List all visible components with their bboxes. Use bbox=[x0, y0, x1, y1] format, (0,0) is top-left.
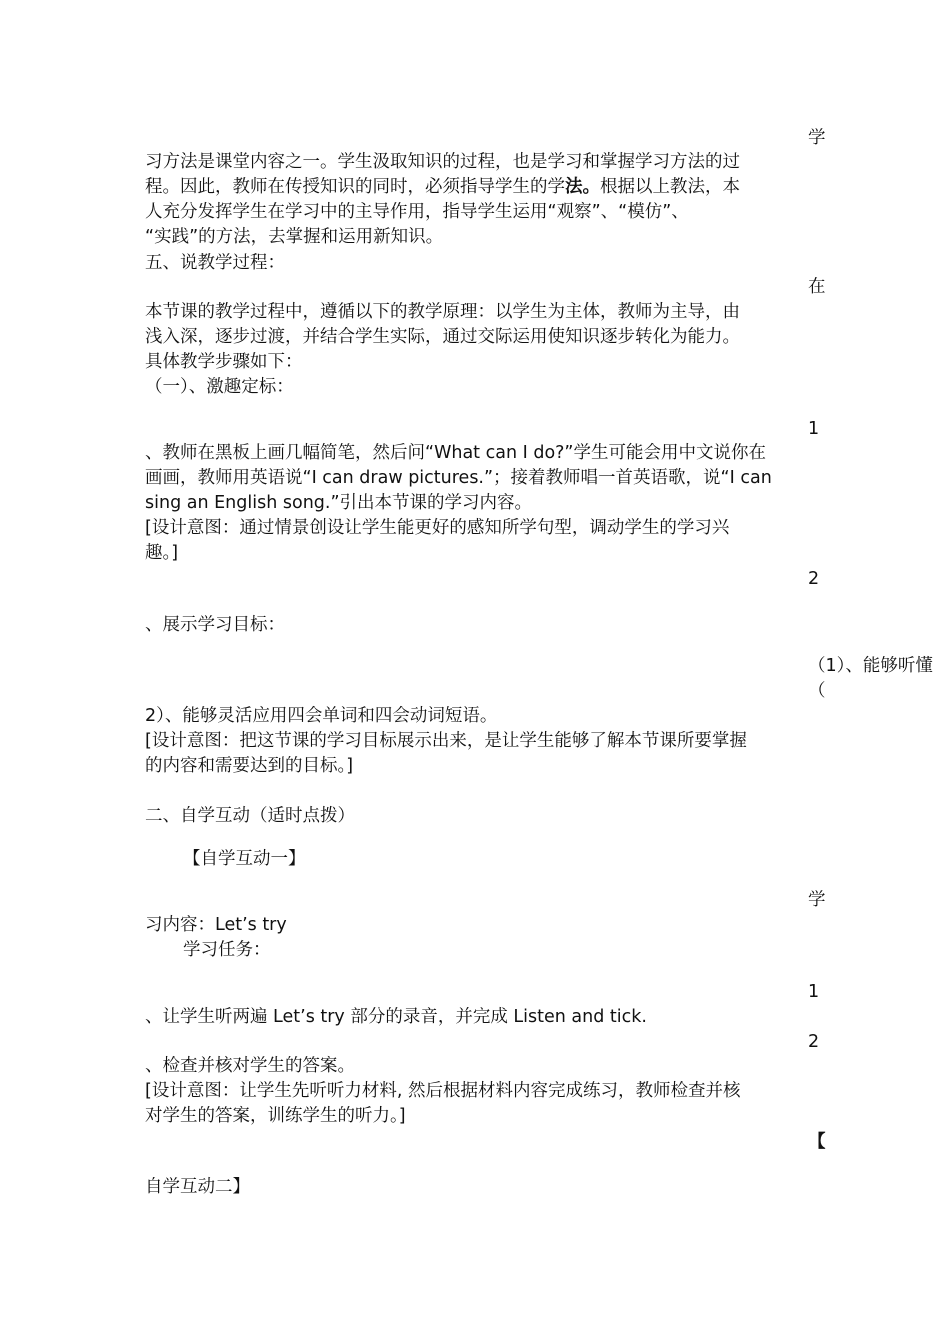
item-number: 2 bbox=[808, 1032, 820, 1052]
section-heading: 五、说教学过程： bbox=[145, 253, 285, 273]
paragraph-line: 画画，教师用英语说“I can draw pictures.”；接着教师唱一首英语歌，说“I can bbox=[145, 468, 772, 488]
sub-heading: 【自学互动一】 bbox=[183, 849, 306, 869]
line-fragment: （ bbox=[808, 681, 826, 701]
paragraph-line: 本节课的教学过程中，遵循以下的教学原理：以学生为主体，教师为主导，由 bbox=[145, 302, 740, 322]
bold-text: 法。 bbox=[565, 177, 600, 197]
paragraph-line: 、检查并核对学生的答案。 bbox=[145, 1056, 355, 1076]
item-number: 2 bbox=[808, 569, 820, 589]
sub-heading: 自学互动二】 bbox=[145, 1177, 250, 1197]
text-run: 根据以上教法，本 bbox=[600, 177, 740, 197]
paragraph-line: “实践”的方法，去掌握和运用新知识。 bbox=[145, 227, 444, 247]
item-number: 1 bbox=[808, 419, 820, 439]
design-note: [设计意图：把这节课的学习目标展示出来，是让学生能够了解本节课所要掌握 bbox=[145, 731, 747, 751]
paragraph-line: 具体教学步骤如下： bbox=[145, 352, 303, 372]
design-note: [设计意图：让学生先听听力材料, 然后根据材料内容完成练习，教师检查并核 bbox=[145, 1081, 741, 1101]
design-note: [设计意图：通过情景创设让学生能更好的感知所学句型，调动学生的学习兴 bbox=[145, 518, 730, 538]
section-heading: 二、自学互动（适时点拨） bbox=[145, 806, 355, 826]
line-fragment: 【 bbox=[808, 1132, 826, 1152]
paragraph-line: 、展示学习目标： bbox=[145, 615, 285, 635]
line-fragment: 学 bbox=[808, 128, 826, 148]
text-run: 程。因此，教师在传授知识的同时，必须指导学生的学 bbox=[145, 177, 565, 197]
paragraph-line: 学习任务： bbox=[183, 940, 271, 960]
design-note: 趣。] bbox=[145, 543, 179, 563]
line-fragment: （1）、能够听懂 bbox=[808, 656, 933, 676]
paragraph-line bbox=[145, 176, 740, 198]
design-note: 的内容和需要达到的目标。] bbox=[145, 756, 354, 776]
paragraph-line: 人充分发挥学生在学习中的主导作用，指导学生运用“观察”、“模仿”、 bbox=[145, 202, 689, 222]
paragraph-line: 习内容：Let’s try bbox=[145, 915, 287, 935]
paragraph-line: sing an English song.”引出本节课的学习内容。 bbox=[145, 493, 533, 513]
paragraph-line: 2）、能够灵活应用四会单词和四会动词短语。 bbox=[145, 706, 498, 726]
line-fragment: 在 bbox=[808, 277, 826, 297]
paragraph-line: 浅入深，逐步过渡，并结合学生实际，通过交际运用使知识逐步转化为能力。 bbox=[145, 327, 740, 347]
line-fragment: 学 bbox=[808, 890, 826, 910]
item-number: 1 bbox=[808, 982, 820, 1002]
design-note: 对学生的答案，训练学生的听力。] bbox=[145, 1106, 406, 1126]
paragraph-line: 、让学生听两遍 Let’s try 部分的录音，并完成 Listen and tick. bbox=[145, 1007, 647, 1027]
step-heading: （一）、激趣定标： bbox=[145, 377, 294, 397]
paragraph-line: 习方法是课堂内容之一。学生汲取知识的过程，也是学习和掌握学习方法的过 bbox=[145, 152, 740, 172]
paragraph-line: 、教师在黑板上画几幅简笔，然后问“What can I do?”学生可能会用中文说你在 bbox=[145, 443, 767, 463]
